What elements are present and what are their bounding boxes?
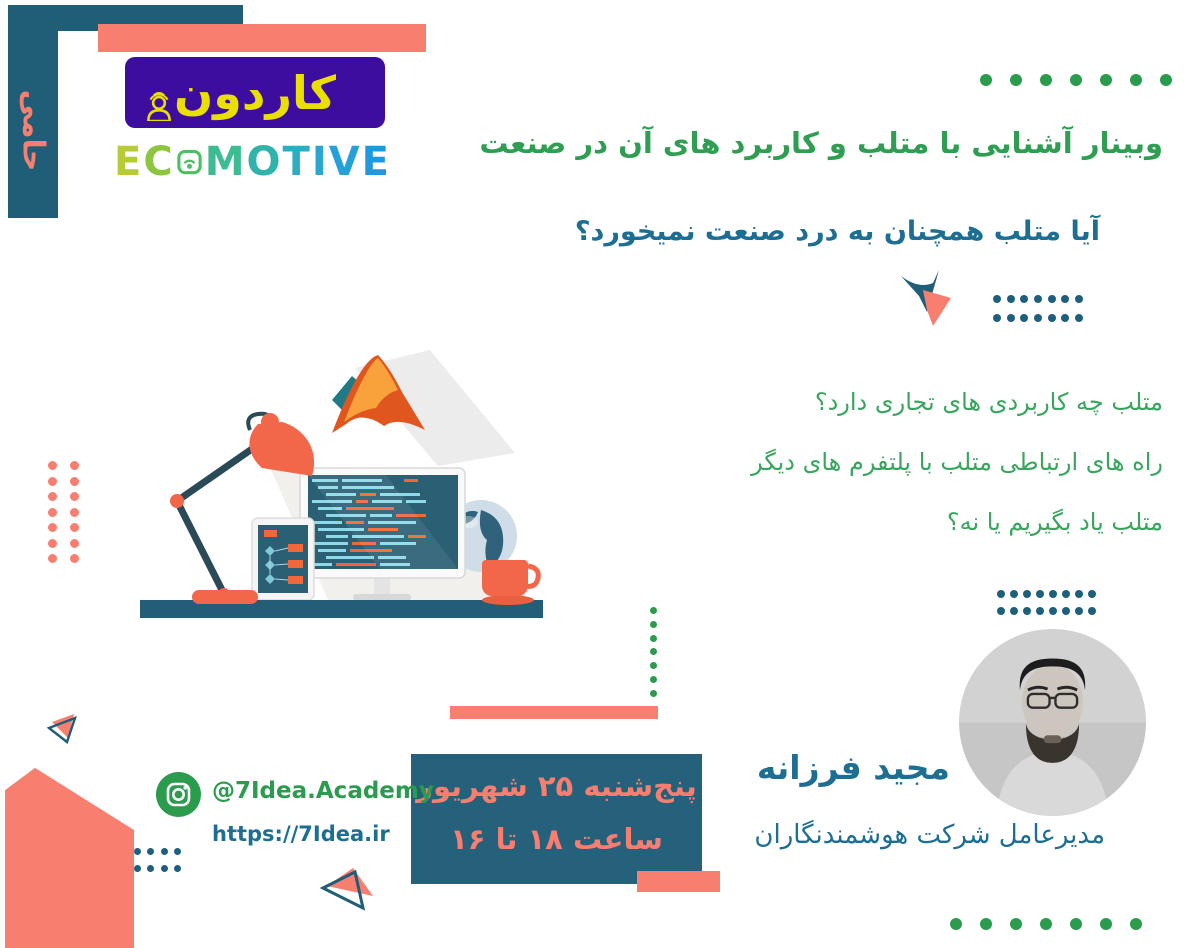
ecomotive-logo: E C M O T I V E xyxy=(114,139,390,185)
coffee-mug xyxy=(482,560,538,605)
salmon-dots-left xyxy=(48,461,79,563)
salmon-polygon-bottom-left xyxy=(0,765,140,948)
speaker-photo xyxy=(959,629,1146,816)
salmon-accent-bar xyxy=(450,706,658,719)
matlab-desk-illustration xyxy=(100,338,560,623)
speaker-name: مجید فرزانه xyxy=(756,748,950,787)
paper-plane-icon-small xyxy=(44,708,82,748)
schedule-time: ساعت ۱۸ تا ۱۶ xyxy=(450,822,663,856)
teal-dots-mid-right xyxy=(993,295,1083,322)
instagram-handle[interactable]: @7Idea.Academy xyxy=(212,778,434,804)
schedule-box-salmon-accent xyxy=(637,871,720,892)
teal-dots-speaker xyxy=(997,590,1096,615)
top-salmon-bar xyxy=(98,24,426,52)
schedule-box xyxy=(411,754,702,884)
website-url[interactable]: https://7Idea.ir xyxy=(212,822,390,846)
green-dots-bottom-right xyxy=(950,918,1142,930)
paper-plane-icon-bottom xyxy=(315,860,377,916)
flowchart-tablet xyxy=(252,518,314,600)
instagram-icon[interactable] xyxy=(156,772,201,817)
question-3: متلب یاد بگیریم یا نه؟ xyxy=(946,508,1163,536)
green-dots-top-right xyxy=(980,74,1172,86)
sponsor-label-wrap xyxy=(8,70,58,190)
sponsor-label: حامی xyxy=(15,89,51,171)
paper-plane-icon-mid xyxy=(893,266,955,328)
webinar-subtitle: آیا متلب همچنان به درد صنعت نمیخورد؟ xyxy=(574,216,1100,247)
kardoon-person-icon xyxy=(145,89,173,121)
speaker-role: مدیرعامل شرکت هوشمندنگاران xyxy=(754,820,1105,850)
kardoon-logo-text: کاردون xyxy=(174,65,336,120)
question-2: راه های ارتباطی متلب با پلتفرم های دیگر xyxy=(751,448,1163,476)
webinar-title: وبینار آشنایی با متلب و کاربرد های آن در صنعت xyxy=(479,126,1163,160)
kardoon-logo xyxy=(125,57,385,128)
green-dots-column xyxy=(650,607,657,697)
question-1: متلب چه کاربردی های تجاری دارد؟ xyxy=(814,388,1163,416)
schedule-date: پنج‌شنبه ۲۵ شهریور xyxy=(416,769,697,803)
ecomotive-podcast-icon xyxy=(177,143,202,181)
